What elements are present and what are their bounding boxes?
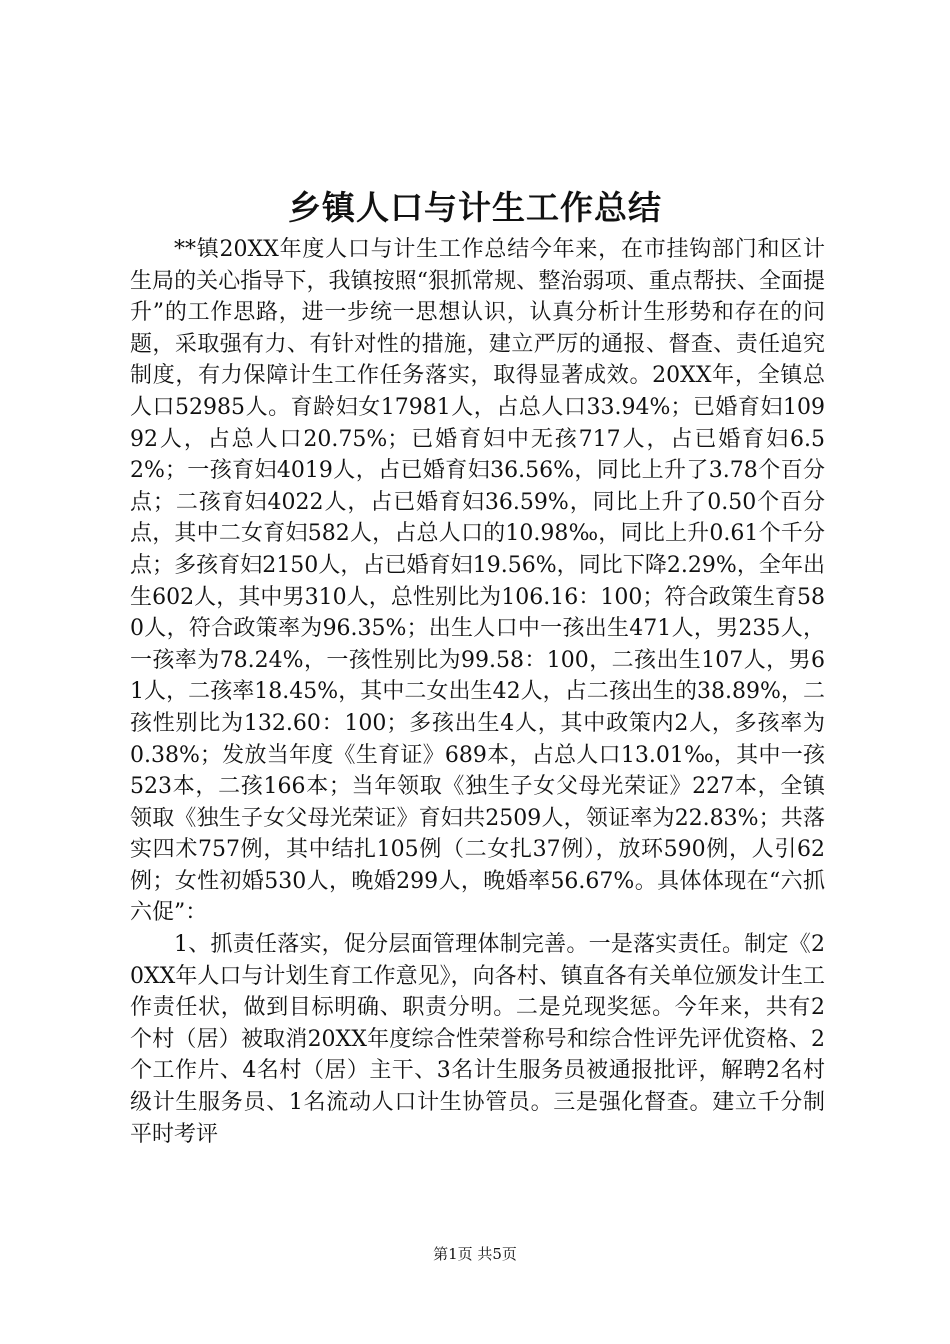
paragraph-summary: **镇20XX年度人口与计生工作总结今年来，在市挂钩部门和区计生局的关心指导下，我镇按照“狠抓常规、整治弱项、重点帮扶、全面提升”的工作思路，进一步统一思想认识，认真分析计生形势和存在的问题，采取强有力、有针对性的措施，建立严厉的通报、督查、责任追究制度，有力保障计生工作任务落实，取得显著成效。20XX年，全镇总人口52985人。育龄妇女17981人，占总人口33.94%；已婚育妇10992人，占总人口20.75%；已婚育妇中无孩717人，占已婚育妇6.52%；一孩育妇4019人，占已婚育妇36.56%，同比上升了3.78个百分点；二孩育妇4022人，占已婚育妇36.59%，同比上升了0.50个百分点，其中二女育妇582人，占总人口的10.98‰，同比上升0.61个千分点；多孩育妇2150人，占已婚育妇19.56%，同比下降2.29%，全年出生602人，其中男310人，总性别比为106.16：100；符合政策生育580人，符合政策率为96.35%；出生人口中一孩出生471人，男235人，一孩率为78.24%，一孩性别比为99.58：100，二孩出生107人，男61人，二孩率18.45%，其中二女出生42人，占二孩出生的38.89%，二孩性别比为132.60：100；多孩出生4人，其中政策内2人，多孩率为0.38%；发放当年度《生育证》689本，占总人口13.01‰，其中一孩523本，二孩166本；当年领取《独生子女父母光荣证》227本，全镇领取《独生子女父母光荣证》育妇共2509人，领证率为22.83%；共落实四术757例，其中结扎105例（二女扎37例），放环590例，人引62例；女性初婚530人，晚婚299人，晚婚率56.67%。具体体现在“六抓六促”： [130,237,825,926]
document-body [130,234,825,1150]
document-title: 乡镇人口与计生工作总结 [288,188,662,227]
page-number-footer: 第1页 共5页 [433,1245,517,1263]
paragraph-section-1: 1、抓责任落实，促分层面管理体制完善。一是落实责任。制定《20XX年人口与计划生育工作意见》，向各村、镇直各有关单位颁发计生工作责任状，做到目标明确、职责分明。二是兑现奖惩。今年来，共有2个村（居）被取消20XX年度综合性荣誉称号和综合性评先评优资格、2个工作片、4名村（居）主干、3名计生服务员被通报批评，解聘2名村级计生服务员、1名流动人口计生协管员。三是强化督查。建立千分制平时考评 [130,932,825,1147]
